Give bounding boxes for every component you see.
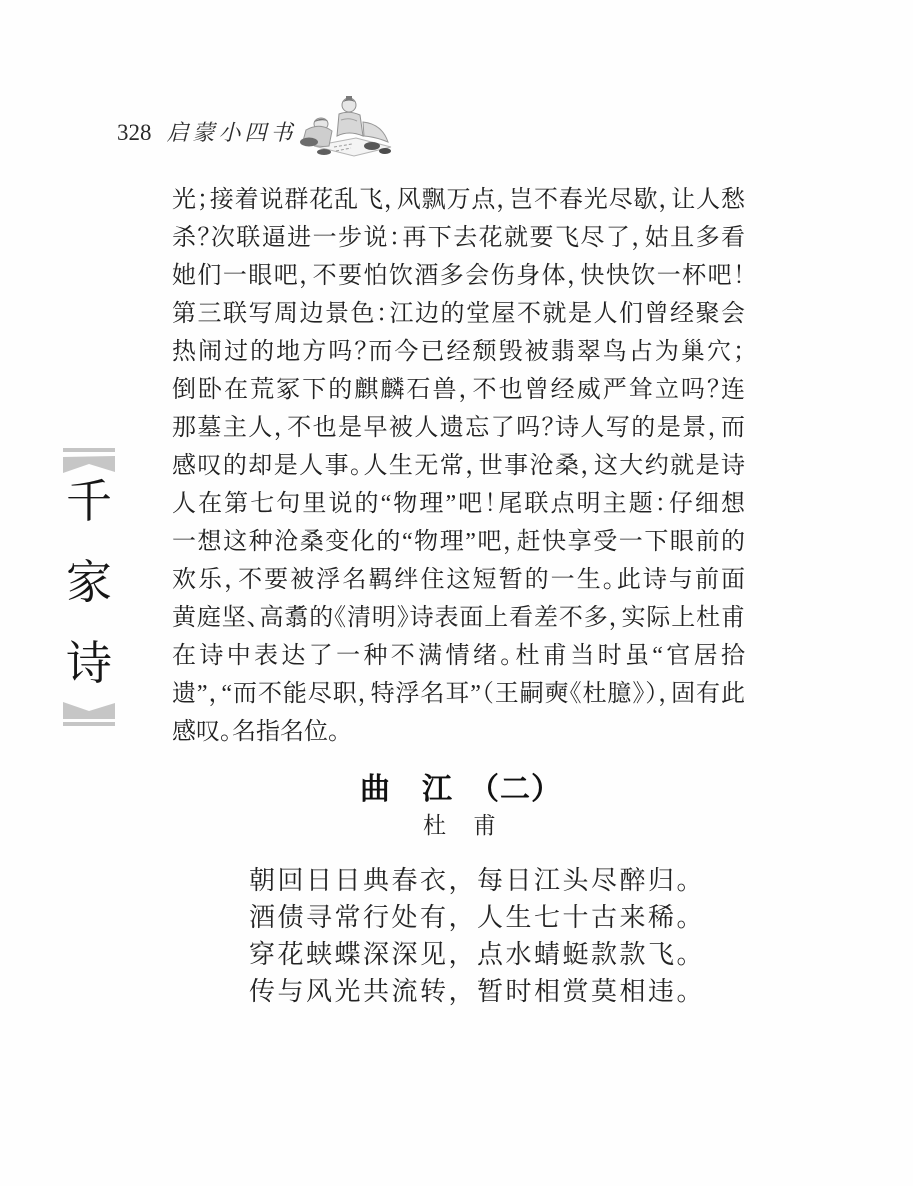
commentary-line: 第三联写周边景色：江边的堂屋不就是人们曾经聚会 xyxy=(172,301,745,327)
page-number: 328 xyxy=(117,120,152,145)
commentary-line: 热闹过的地方吗？而今已经颓毁被翡翠鸟占为巢穴； xyxy=(172,339,745,365)
series-title-char: 家 xyxy=(66,557,112,608)
page-header xyxy=(117,116,297,147)
ornament-ribbon-top-icon xyxy=(63,456,115,474)
commentary-line: 黄庭坚、高翥的《清明》诗表面上看差不多，实际上杜甫 xyxy=(172,605,745,631)
ornament-ribbon-bottom-icon xyxy=(63,701,115,719)
commentary-line: 人在第七句里说的“物理”吧！尾联点明主题：仔细想 xyxy=(172,491,745,517)
poem-body xyxy=(249,862,705,1010)
ornament-line-bottom xyxy=(63,722,115,726)
commentary-line: 倒卧在荒冢下的麒麟石兽，不也曾经威严耸立吗？连 xyxy=(172,377,745,403)
commentary-line: 遗”，“而不能尽职，特浮名耳”（王嗣奭《杜臆》），固有此 xyxy=(172,681,745,707)
commentary-paragraph xyxy=(172,181,745,751)
commentary-line: 感叹的却是人事。人生无常，世事沧桑，这大约就是诗 xyxy=(172,453,745,479)
commentary-line: 光；接着说群花乱飞，风飘万点，岂不春光尽歇，让人愁 xyxy=(172,187,745,213)
commentary-line: 杀？次联逼进一步说：再下去花就要飞尽了，姑且多看 xyxy=(172,225,745,251)
series-title-char: 千 xyxy=(66,476,112,527)
series-title-char: 诗 xyxy=(66,638,112,689)
commentary-line: 感叹。名指名位。 xyxy=(172,719,340,745)
poem-line: 酒债寻常行处有，人生七十古来稀。 xyxy=(249,903,706,932)
poem-line: 穿花蛱蝶深深见，点水蜻蜓款款飞。 xyxy=(249,940,706,969)
book-title: 启蒙小四书 xyxy=(166,120,297,145)
series-sidebar xyxy=(60,448,118,726)
poem-author: 杜 甫 xyxy=(423,813,498,838)
children-writing-illustration-icon xyxy=(294,94,402,160)
commentary-line: 在诗中表达了一种不满情绪。杜甫当时虽“官居拾 xyxy=(172,643,745,669)
commentary-line: 她们一眼吧，不要怕饮酒多会伤身体，快快饮一杯吧！ xyxy=(172,263,745,289)
poem-line: 传与风光共流转，暂时相赏莫相违。 xyxy=(249,977,706,1006)
commentary-line: 一想这种沧桑变化的“物理”吧，赶快享受一下眼前的 xyxy=(172,529,745,555)
ornament-line-top xyxy=(63,448,115,452)
poem-title: 曲 江 （二） xyxy=(360,773,562,806)
poem-line: 朝回日日典春衣，每日江头尽醉归。 xyxy=(249,866,706,895)
commentary-line: 欢乐，不要被浮名羁绊住这短暂的一生。此诗与前面 xyxy=(172,567,745,593)
commentary-line: 那墓主人，不也是早被人遗忘了吗？诗人写的是景，而 xyxy=(172,415,745,441)
